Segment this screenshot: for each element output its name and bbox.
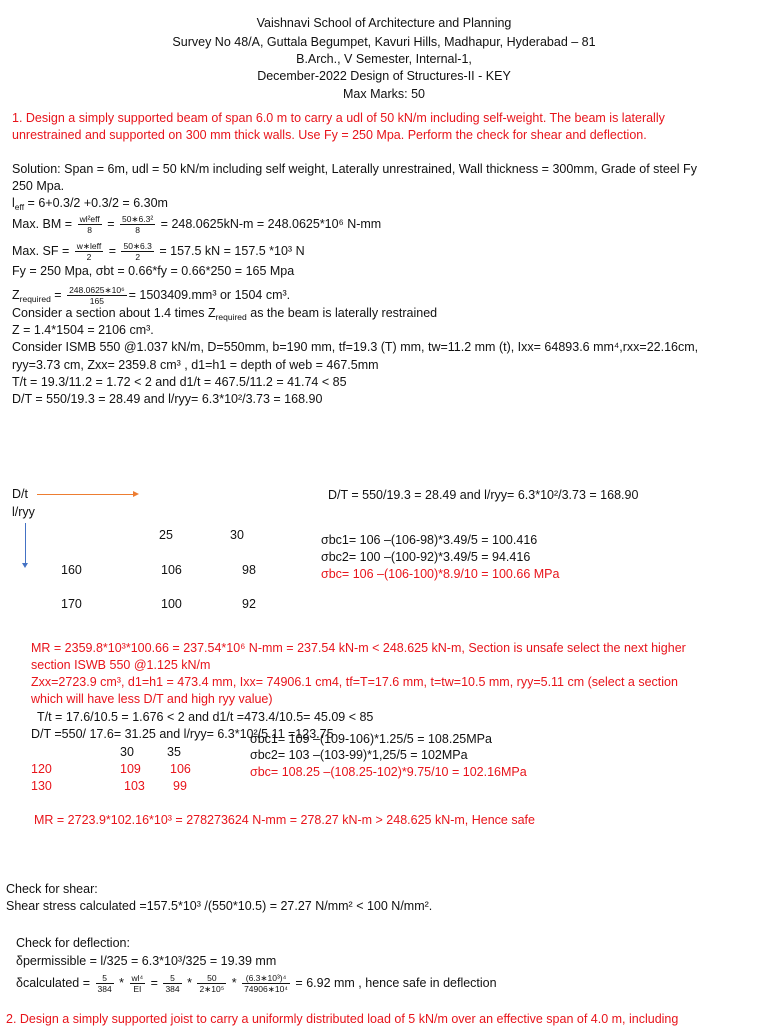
col-axis-label: l/ryy: [12, 505, 35, 519]
row-axis-label: D/t: [12, 487, 28, 501]
down-arrow-icon: [25, 523, 26, 563]
school-name: Vaishnavi School of Architecture and Planning: [256, 16, 512, 30]
ismb-line2: ryy=3.73 cm, Zxx= 2359.8 cm³ , d1=h1 = depth of web = 467.5mm: [12, 358, 379, 372]
dt-ratio-line: D/T = 550/19.3 = 28.49 and l/ryy= 6.3*10²/3.73 = 168.90: [12, 392, 323, 406]
sigma-bc-line-2: σbc= 108.25 –(108.25-102)*9.75/10 = 102.16MPa: [250, 765, 527, 779]
sigma-bc2-line: σbc2= 100 –(100-92)*3.49/5 = 94.416: [321, 550, 531, 564]
q1-line2: unrestrained and supported on 300 mm thick walls. Use Fy = 250 Mpa. Perform the check for shear and deflection.: [12, 128, 647, 142]
fy-line: Fy = 250 Mpa, σbt = 0.66*fy = 0.66*250 = 165 Mpa: [12, 264, 295, 278]
course-line: B.Arch., V Semester, Internal-1,: [296, 52, 472, 66]
table1-cell: 92: [242, 597, 256, 611]
dt-right-line: D/T = 550/19.3 = 28.49 and l/ryy= 6.3*10²/3.73 = 168.90: [328, 488, 639, 502]
solution-line2: 250 Mpa.: [12, 179, 65, 193]
table1-header-cell: 25: [159, 528, 173, 542]
table2-cell: 106: [170, 762, 191, 776]
sigma-bc1-line: σbc1= 106 –(106-98)*3.49/5 = 100.416: [321, 533, 538, 547]
mr1-line1: MR = 2359.8*10³*100.66 = 237.54*10⁶ N-mm = 237.54 kN-m < 248.625 kN-m, Section is unsafe select the next higher: [31, 641, 686, 655]
solution-line1: Solution: Span = 6m, udl = 50 kN/m including self weight, Laterally unrestrained, Wall thickness = 300mm, Grade of steel Fy: [12, 162, 697, 176]
table2-header-cell: 35: [167, 745, 181, 759]
table2-row-label: 120: [31, 762, 52, 776]
table2-row-label: 130: [31, 779, 52, 793]
table2-cell: 109: [120, 762, 141, 776]
iswb-dt-line: D/T =550/ 17.6= 31.25 and l/ryy= 6.3*10²/5.11 =123.75: [31, 727, 334, 741]
shear-title: Check for shear:: [6, 882, 98, 896]
q1-line1: 1. Design a simply supported beam of span 6.0 m to carry a udl of 50 kN/m including self-weight. The beam is laterally: [12, 111, 665, 125]
deflection-calculated: δcalculated = $\frac{5}{384}$ * $\frac{\text{wl⁴}}{EI}$ = $\frac{5}{384}$ * $\frac{50}{\text{2∗10⁵}}$ * $\frac{\text{(6.3∗10³)⁴}}{\text{74906∗10⁴}}$ = 6.92 mm , hence safe in deflection: [16, 973, 497, 994]
table2-header-cell: 30: [120, 745, 134, 759]
table1-row-label: 160: [61, 563, 82, 577]
table1-cell: 98: [242, 563, 256, 577]
deflection-permissible: δpermissible = l/325 = 6.3*10³/325 = 19.39 mm: [16, 954, 277, 968]
table1-row-label: 170: [61, 597, 82, 611]
mr1-line2: section ISWB 550 @1.125 kN/m: [31, 658, 211, 672]
table1-header-cell: 30: [230, 528, 244, 542]
table1-cell: 106: [161, 563, 182, 577]
table2-cell: 99: [173, 779, 187, 793]
mr1-line4: which will have less D/T and high ryy value): [31, 692, 273, 706]
deflection-title: Check for deflection:: [16, 936, 130, 950]
right-arrow-icon: [37, 494, 133, 495]
max-sf-line: Max. SF = $\frac{\text{w∗leff}}{2}$ = $\frac{50∗6.3}{2}$ = 157.5 kN = 157.5 *10³ N: [12, 241, 305, 262]
iswb-tt-line: T/t = 17.6/10.5 = 1.676 < 2 and d1/t =473.4/10.5= 45.09 < 85: [37, 710, 374, 724]
z-required-line: $Z_{required}$ = $\frac{\text{248.0625∗10⁶}}{165}$ = 1503409.mm³ or 1504 cm³.: [12, 285, 291, 306]
table2-cell: 103: [124, 779, 145, 793]
sigma-bc-line: σbc= 106 –(106-100)*8.9/10 = 100.66 MPa: [321, 567, 560, 581]
exam-line: December-2022 Design of Structures-II - KEY: [257, 69, 511, 83]
mr1-line3: Zxx=2723.9 cm³, d1=h1 = 473.4 mm, Ixx= 74906.1 cm4, tf=T=17.6 mm, t=tw=10.5 mm, ryy=5.11 cm (select a section: [31, 675, 678, 689]
max-bm-line: Max. BM = $\frac{\text{wl²eff}}{8}$ = $\frac{\text{50∗6.3²}}{8}$ = 248.0625kN-m = 248.0625*10⁶ N-mm: [12, 214, 382, 235]
shear-line: Shear stress calculated =157.5*10³ /(550*10.5) = 27.27 N/mm² < 100 N/mm².: [6, 899, 433, 913]
ismb-line1: Consider ISMB 550 @1.037 kN/m, D=550mm, b=190 mm, tf=19.3 (T) mm, tw=11.2 mm (t), Ixx= 64893.6 mm⁴,rxx=22.16cm,: [12, 340, 699, 354]
mr2-line: MR = 2723.9*102.16*10³ = 278273624 N-mm = 278.27 kN-m > 248.625 kN-m, Hence safe: [34, 813, 535, 827]
school-address: Survey No 48/A, Guttala Begumpet, Kavuri Hills, Madhapur, Hyderabad – 81: [172, 35, 596, 49]
z-14-line: Z = 1.4*1504 = 2106 cm³.: [12, 323, 154, 337]
table1-cell: 100: [161, 597, 182, 611]
sigma-bc1-line-2: σbc1= 109 –(109-106)*1.25/5 = 108.25MPa: [250, 732, 492, 746]
leff-line: $l_{eff} = 6+0.3/2 +0.3/2 = 6.30m$: [12, 196, 168, 212]
q2-line1: 2. Design a simply supported joist to carry a uniformly distributed load of 5 kN/m over an effective span of 4.0 m, including: [6, 1012, 679, 1026]
max-marks: Max Marks: 50: [343, 87, 425, 101]
consider-line: Consider a section about 1.4 times $Z_{required}$ as the beam is laterally restrained: [12, 306, 438, 322]
tt-ratio-line: T/t = 19.3/11.2 = 1.72 < 2 and d1/t = 467.5/11.2 = 41.74 < 85: [12, 375, 347, 389]
sigma-bc2-line-2: σbc2= 103 –(103-99)*1,25/5 = 102MPa: [250, 748, 468, 762]
